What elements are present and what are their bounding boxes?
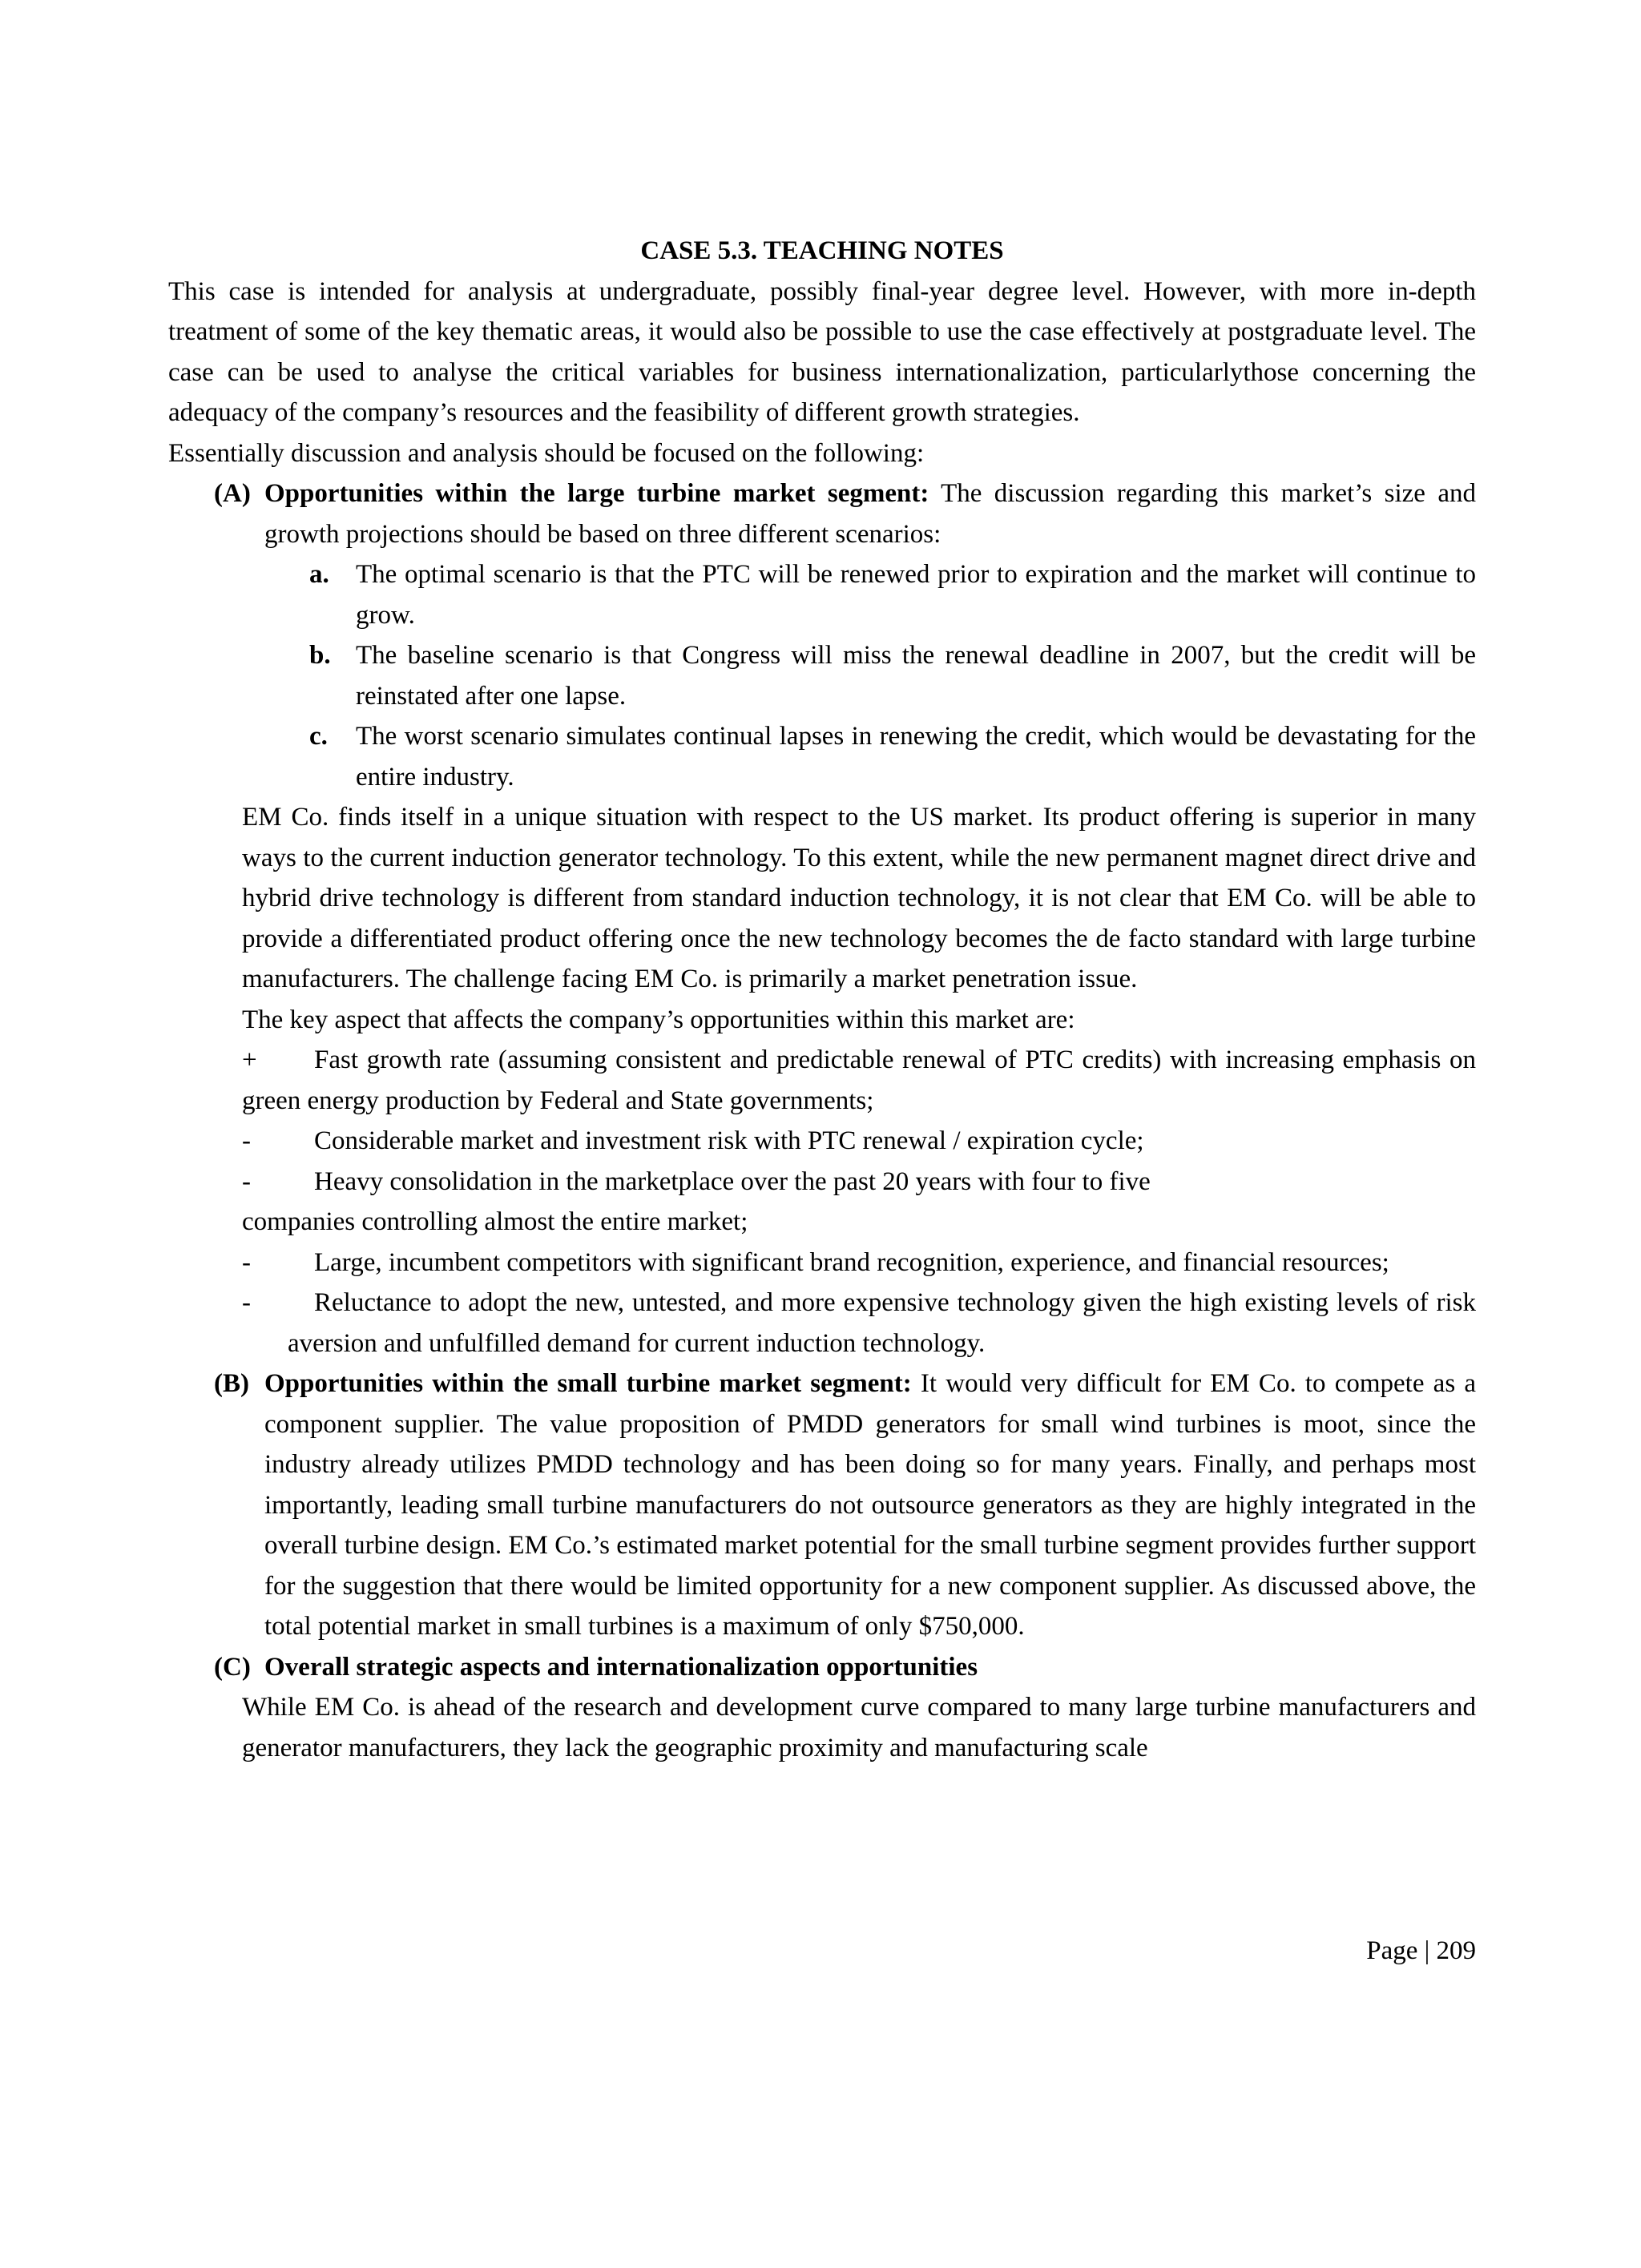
section-c-label: (C) [214,1652,251,1682]
section-a-text: The discussion regarding this market’s size and growth projections should be based on three different scenarios: [264,479,1476,549]
scenario-label: b. [309,641,331,670]
scenario-label: c. [309,722,328,751]
scenario-item [309,554,1476,635]
section-b [214,1364,1476,1647]
section-a-paragraph: EM Co. finds itself in a unique situation with respect to the US market. Its product offering is superior in many ways to the current induction generator technology. To this extent, while the new permanent magnet direct drive and hybrid drive technology is different from standard induction technology, it is not clear that EM Co. will be able to provide a differentiated product offering once the new technology becomes the de facto standard with large turbine manufacturers. The challenge facing EM Co. is primarily a market penetration issue. [242,803,1476,993]
list-item [242,1162,1476,1202]
section-c-heading: Overall strategic aspects and internationalization opportunities [264,1652,978,1682]
scenario-item [309,635,1476,716]
section-b-label: (B) [214,1369,249,1398]
bullet-text: Fast growth rate (assuming consistent and predictable renewal of PTC credits) with increasing emphasis on green energy production by Federal and State governments; [242,1045,1476,1115]
list-item [242,1121,1476,1162]
list-item [242,1283,1476,1364]
section-a-heading: Opportunities within the large turbine market segment: [264,479,929,508]
section-c [214,1647,1476,1688]
scenario-text: The baseline scenario is that Congress will miss the renewal deadline in 2007, but the credit will be reinstated after one lapse. [356,641,1476,711]
scenario-item [309,716,1476,797]
list-item [242,1243,1476,1283]
bullet-mark: - [242,1247,251,1277]
page-title: CASE 5.3. TEACHING NOTES [640,236,1004,265]
section-c-paragraph: While EM Co. is ahead of the research and development curve compared to many large turbine manufacturers and generator manufacturers, they lack the geographic proximity and manufacturing scale [242,1693,1476,1762]
page-number: Page | 209 [1366,1936,1476,1965]
intro-paragraph: This case is intended for analysis at undergraduate, possibly final-year degree level. However, with more in-depth treatment of some of the key thematic areas, it would also be possible to use the case effectively at postgraduate level. The case can be used to analyse the critical variables for business internationalization, particularlythose concerning the adequacy of the company’s resources and the feasibility of different growth strategies. [168,276,1476,427]
focus-line: Essentially discussion and analysis should be focused on the following: [168,438,925,468]
bullet-text: Reluctance to adopt the new, untested, and more expensive technology given the high existing levels of risk aversion and unfulfilled demand for current induction technology. [288,1288,1476,1358]
bullet-mark: - [242,1126,251,1155]
key-aspect-line: The key aspect that affects the company’s opportunities within this market are: [242,1005,1075,1034]
bullet-text: Large, incumbent competitors with significant brand recognition, experience, and financial resources; [314,1247,1389,1277]
scenario-text: The worst scenario simulates continual lapses in renewing the credit, which would be devastating for the entire industry. [356,722,1476,792]
section-b-text: It would very difficult for EM Co. to compete as a component supplier. The value proposition of PMDD generators for small wind turbines is moot, since the industry already utilizes PMDD technology and has been doing so for many years. Finally, and perhaps most importantly, leading small turbine manufacturers do not outsource generators as they are highly integrated in the overall turbine design. EM Co.’s estimated market potential for the small turbine segment provides further support for the suggestion that there would be limited opportunity for a new component supplier. As discussed above, the total potential market in small turbines is a maximum of only $750,000. [264,1369,1476,1641]
list-item-continuation: companies controlling almost the entire market; [242,1207,748,1236]
bullet-text: Heavy consolidation in the marketplace over the past 20 years with four to five [314,1166,1151,1196]
list-item [242,1040,1476,1121]
document-page [168,231,1476,1768]
bullet-text: Considerable market and investment risk with PTC renewal / expiration cycle; [314,1126,1144,1155]
scenario-text: The optimal scenario is that the PTC will be renewed prior to expiration and the market will continue to grow. [356,560,1476,630]
scenario-label: a. [309,560,329,589]
section-a-label: (A) [214,479,251,508]
bullet-mark: - [242,1288,251,1317]
bullet-mark: + [242,1045,257,1074]
section-a [214,473,1476,554]
bullet-mark: - [242,1166,251,1196]
section-b-heading: Opportunities within the small turbine market segment: [264,1369,912,1398]
